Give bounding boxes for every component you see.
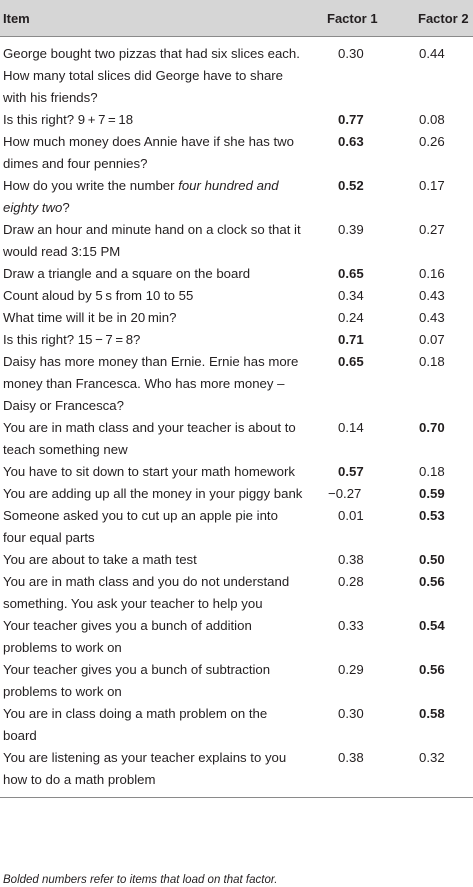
item-text <box>3 461 303 483</box>
table-body <box>0 37 473 791</box>
factor-1-value: 0.24 <box>338 310 364 325</box>
factor-1-value: 0.39 <box>338 222 364 237</box>
factor-2-value: 0.32 <box>419 750 445 765</box>
item-text <box>3 417 303 461</box>
item-text-part: Is this right? 15 − 7 = 8? <box>3 332 141 347</box>
table-row <box>0 747 473 791</box>
item-text-part: Is this right? 9 + 7 = 18 <box>3 112 134 127</box>
table-row <box>0 329 473 351</box>
item-text-part: You are about to take a math test <box>3 552 197 567</box>
factor-2-value: 0.08 <box>419 112 445 127</box>
factor-1-value: 0.52 <box>338 178 364 193</box>
table-row <box>0 263 473 285</box>
factor-2-value: 0.70 <box>419 420 445 435</box>
factor-1-value: 0.28 <box>338 574 364 589</box>
factor-2-value: 0.43 <box>419 288 445 303</box>
factor-1-value: 0.38 <box>338 750 364 765</box>
factor-2-value: 0.53 <box>419 508 445 523</box>
item-text <box>3 43 303 109</box>
table-row <box>0 109 473 131</box>
item-text <box>3 329 303 351</box>
header-item: Item <box>3 11 30 26</box>
item-text <box>3 549 303 571</box>
factor-1-value: 0.33 <box>338 618 364 633</box>
factor-1-value: 0.65 <box>338 266 364 281</box>
factor-2-value: 0.56 <box>419 662 445 677</box>
factor-2-value: 0.16 <box>419 266 445 281</box>
factor-1-value: 0.71 <box>338 332 364 347</box>
table-header <box>0 0 473 36</box>
factor-1-value: 0.30 <box>338 46 364 61</box>
item-text <box>3 175 303 219</box>
table-row <box>0 505 473 549</box>
item-text <box>3 263 303 285</box>
item-text <box>3 703 303 747</box>
table-row <box>0 285 473 307</box>
item-text-part: You are in math class and your teacher is about to teach something new <box>3 420 296 457</box>
factor-1-value: 0.01 <box>338 508 364 523</box>
factor-2-value: 0.43 <box>419 310 445 325</box>
item-text-part: Daisy has more money than Ernie. Ernie has more money than Francesca. Who has more money – Daisy or Francesca? <box>3 354 299 413</box>
factor-2-value: 0.44 <box>419 46 445 61</box>
item-text-italic: four hundred and eighty two <box>3 178 279 215</box>
item-text-part: Your teacher gives you a bunch of addition problems to work on <box>3 618 252 655</box>
header-factor-2: Factor 2 <box>418 11 469 26</box>
factor-1-value: 0.77 <box>338 112 364 127</box>
table-row <box>0 43 473 109</box>
factor-1-value: 0.65 <box>338 354 364 369</box>
item-text <box>3 307 303 329</box>
item-text-part: You are in class doing a math problem on the board <box>3 706 268 743</box>
factor-2-value: 0.17 <box>419 178 445 193</box>
table-row <box>0 571 473 615</box>
factor-2-value: 0.50 <box>419 552 445 567</box>
table-row <box>0 131 473 175</box>
table-row <box>0 307 473 329</box>
item-text-part: You are listening as your teacher explains to you how to do a math problem <box>3 750 287 787</box>
table-row <box>0 703 473 747</box>
table-row <box>0 219 473 263</box>
factor-2-value: 0.26 <box>419 134 445 149</box>
table-row <box>0 549 473 571</box>
item-text-part: Count aloud by 5 s from 10 to 55 <box>3 288 194 303</box>
item-text <box>3 285 303 307</box>
factor-1-value: 0.14 <box>338 420 364 435</box>
item-text-part: George bought two pizzas that had six slices each. How many total slices did George have to share with his friends? <box>3 46 300 105</box>
factor-2-value: 0.27 <box>419 222 445 237</box>
factor-2-value: 0.07 <box>419 332 445 347</box>
table-footnote: Bolded numbers refer to items that load on that factor. <box>3 874 278 886</box>
table-row <box>0 483 473 505</box>
item-text-part: You are adding up all the money in your piggy bank <box>3 486 303 501</box>
factor-1-value: −0.27 <box>328 486 362 501</box>
item-text <box>3 615 303 659</box>
item-text-part: Draw a triangle and a square on the board <box>3 266 251 281</box>
item-text-part: You are in math class and you do not understand something. You ask your teacher to help you <box>3 574 290 611</box>
item-text <box>3 109 303 131</box>
item-text-part: How do you write the number <box>3 178 179 193</box>
table-row <box>0 615 473 659</box>
factor-1-value: 0.63 <box>338 134 364 149</box>
bottom-rule <box>0 797 473 798</box>
item-text <box>3 505 303 549</box>
item-text <box>3 351 303 417</box>
table-row <box>0 175 473 219</box>
item-text-part: Draw an hour and minute hand on a clock so that it would read 3:15 PM <box>3 222 301 259</box>
factor-2-value: 0.59 <box>419 486 445 501</box>
factor-1-value: 0.29 <box>338 662 364 677</box>
item-text <box>3 219 303 263</box>
factor-2-value: 0.54 <box>419 618 445 633</box>
factor-2-value: 0.18 <box>419 464 445 479</box>
item-text-part: ? <box>62 200 70 215</box>
item-text <box>3 131 303 175</box>
factor-1-value: 0.57 <box>338 464 364 479</box>
table-row <box>0 461 473 483</box>
table-row <box>0 659 473 703</box>
item-text <box>3 571 303 615</box>
item-text <box>3 659 303 703</box>
factor-2-value: 0.58 <box>419 706 445 721</box>
factor-1-value: 0.30 <box>338 706 364 721</box>
item-text-part: Someone asked you to cut up an apple pie into four equal parts <box>3 508 278 545</box>
item-text-part: How much money does Annie have if she has two dimes and four pennies? <box>3 134 295 171</box>
item-text-part: What time will it be in 20 min? <box>3 310 177 325</box>
item-text-part: You have to sit down to start your math homework <box>3 464 295 479</box>
item-text <box>3 483 303 505</box>
header-factor-1: Factor 1 <box>327 11 378 26</box>
item-text-part: Your teacher gives you a bunch of subtraction problems to work on <box>3 662 271 699</box>
factor-2-value: 0.56 <box>419 574 445 589</box>
table-row <box>0 351 473 417</box>
item-text <box>3 747 303 791</box>
factor-1-value: 0.34 <box>338 288 364 303</box>
table-row <box>0 417 473 461</box>
factor-2-value: 0.18 <box>419 354 445 369</box>
factor-1-value: 0.38 <box>338 552 364 567</box>
